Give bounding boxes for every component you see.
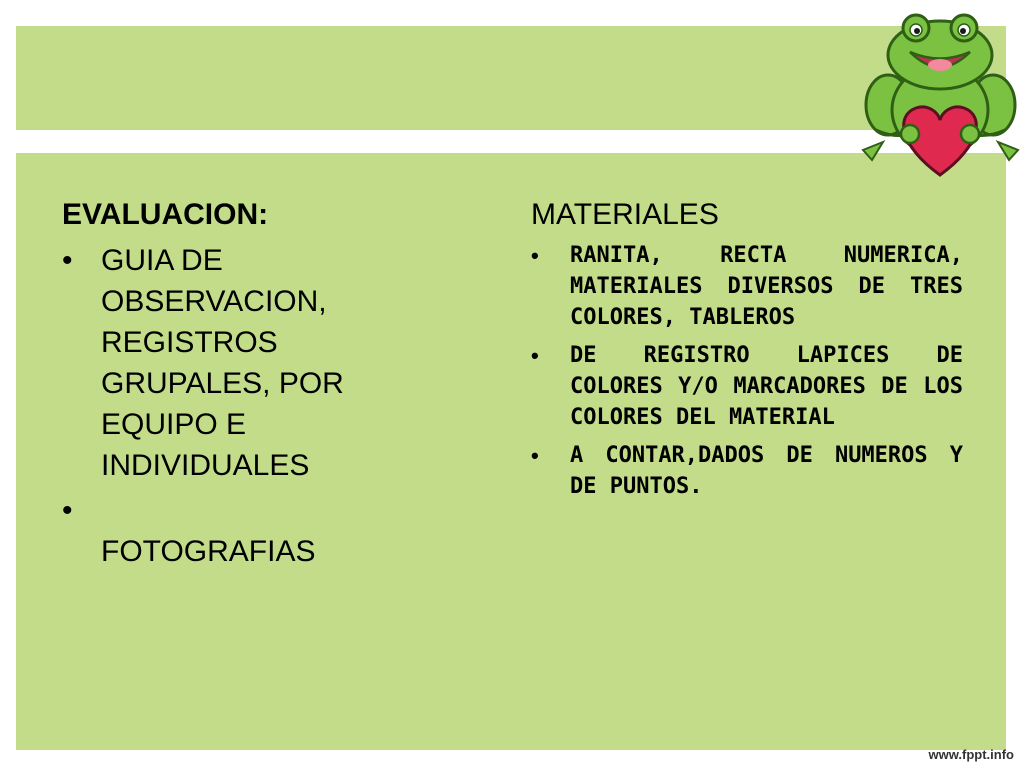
bullet: • <box>531 443 539 468</box>
materials-section <box>531 198 963 502</box>
evaluation-item <box>62 490 442 572</box>
materials-item-text: A CONTAR,DADOS DE NUMEROS Y DE PUNTOS. <box>570 443 963 499</box>
bullet: • <box>62 494 73 527</box>
bullet: • <box>531 243 539 268</box>
materials-item <box>531 340 963 433</box>
evaluation-item-text: GUIA DE OBSERVACION, REGISTROS GRUPALES, POR EQUIPO E INDIVIDUALES <box>101 244 344 482</box>
bullet: • <box>62 244 73 277</box>
footer-url: www.fppt.info <box>928 747 1014 762</box>
frog-holding-heart-icon <box>858 10 1023 180</box>
materials-item-text: DE REGISTRO LAPICES DE COLORES Y/O MARCADORES DE LOS COLORES DEL MATERIAL <box>570 343 963 430</box>
evaluation-item <box>62 240 442 486</box>
materials-heading: MATERIALES <box>531 198 719 231</box>
evaluation-heading: EVALUACION: <box>62 198 269 231</box>
evaluation-section <box>62 198 442 572</box>
materials-item <box>531 240 963 333</box>
bullet: • <box>531 343 539 368</box>
evaluation-item-text: FOTOGRAFIAS <box>101 535 316 568</box>
materials-item <box>531 440 963 502</box>
materials-item-text: RANITA, RECTA NUMERICA, MATERIALES DIVERSOS DE TRES COLORES, TABLEROS <box>570 243 963 330</box>
